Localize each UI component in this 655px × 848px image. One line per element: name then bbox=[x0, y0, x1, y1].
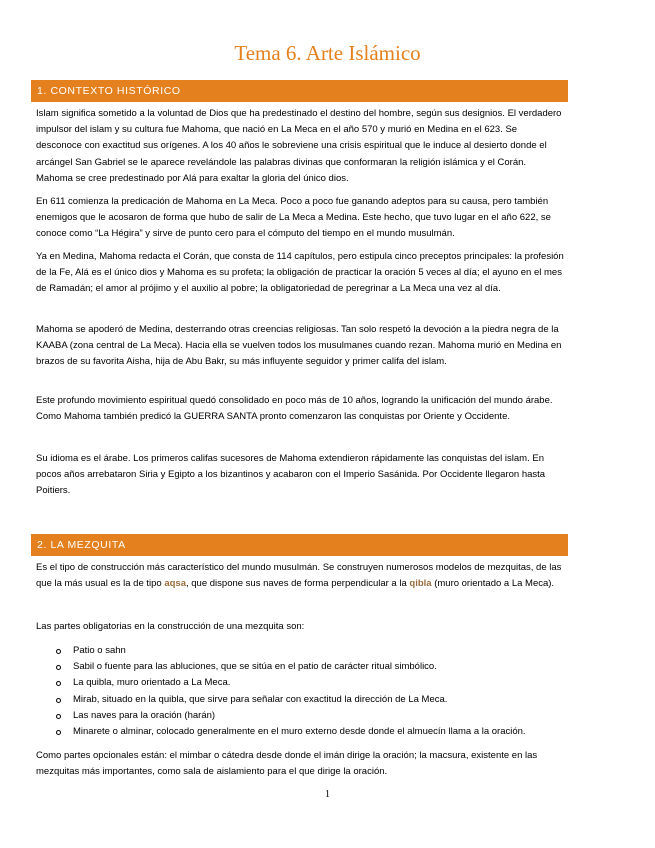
list-item: Las naves para la oración (harán) bbox=[36, 708, 564, 724]
paragraph-mezquita-intro bbox=[36, 560, 564, 592]
intro-text: (muro orientado a La Meca). bbox=[431, 578, 555, 590]
list-item: Sabil o fuente para las abluciones, que se sitúa en el patio de carácter ritual simbólico. bbox=[36, 659, 564, 675]
paragraph: Ya en Medina, Mahoma redacta el Corán, que consta de 114 capítulos, pero estipula cinco preceptos principales: la profesión de la Fe, Alá es el único dios y Mahoma es su profeta; la obligación de practicar la oración 5 veces al día; el ayuno en el mes de Ramadán; el amor al prójimo y el auxilio al pobre; la obligatoriedad de peregrinar a La Meca una vez al día. bbox=[36, 251, 564, 295]
paragraph: En 611 comienza la predicación de Mahoma en La Meca. Poco a poco fue ganando adeptos para su causa, pero también enemigos que le acosaron de forma que hubo de salir de La Meca a Medina. Este hecho, que tuvo lugar en el año 622, se conoce como “La Hégira” y sirve de punto cero para el cómputo del tiempo en el mundo musulmán. bbox=[36, 196, 551, 240]
intro-text: Es el tipo de construcción más característico del mundo musulmán. Se construyen numerosos modelos de mezquitas, de las que la más usual es la de tipo bbox=[36, 562, 562, 590]
page-title: Tema 6. Arte Islámico bbox=[234, 41, 421, 65]
parts-list bbox=[36, 643, 564, 740]
paragraph-parts-intro: Las partes obligatorias en la construcción de una mezquita son: bbox=[36, 621, 305, 632]
paragraph-optional: Como partes opcionales están: el mimbar o cátedra desde donde el imán dirige la oración; la macsura, existente en las mezquitas más importantes, como sala de aislamiento para el que dirige la oración. bbox=[36, 750, 538, 778]
paragraph: Islam significa sometido a la voluntad de Dios que ha predestinado el destino del hombre, según sus designios. El verdadero impulsor del islam y su cultura fue Mahoma, que nació en La Meca en el año 570 y murió en Medina en el 623. Se desconoce con exactitud sus orígenes. A los 40 años le sobreviene una crisis espiritual que le induce al desierto donde el arcángel San Gabriel se le aparece revelándole las palabras divinas que conformaran la religión islámica y el Corán. Mahoma se cree predestinado por Alá para exaltar la gloria del único dios. bbox=[36, 108, 562, 184]
term-aqsa: aqsa bbox=[164, 578, 186, 590]
list-item: Mirab, situado en la quibla, que sirve para señalar con exactitud la dirección de La Meca. bbox=[36, 692, 564, 708]
paragraph: Este profundo movimiento espiritual quedó consolidado en poco más de 10 años, logrando la unificación del mundo árabe. Como Mahoma también predicó la GUERRA SANTA pronto comenzaron las conquistas por Oriente y Occidente. bbox=[36, 395, 553, 423]
term-qibla: qibla bbox=[409, 578, 432, 590]
section-heading-contexto: 1. CONTEXTO HISTÓRICO bbox=[31, 80, 568, 102]
section-heading-mezquita: 2. LA MEZQUITA bbox=[31, 534, 568, 556]
paragraph: Su idioma es el árabe. Los primeros califas sucesores de Mahoma extendieron rápidamente las conquistas del islam. En pocos años arrebataron Siria y Egipto a los bizantinos y acabaron con el Imperio Sasánida. Por Occidente llegaron hasta Poitiers. bbox=[36, 453, 546, 497]
list-item: Patio o sahn bbox=[36, 643, 564, 659]
paragraph: Mahoma se apoderó de Medina, desterrando otras creencias religiosas. Tan solo respetó la devoción a la piedra negra de la KAABA (zona central de La Meca). Hacia ella se vuelven todos los musulmanes cuando rezan. Mahoma murió en Medina en brazos de su favorita Aisha, hija de Abu Bakr, su más influyente seguidor y primer califa del islam. bbox=[36, 324, 562, 368]
list-item: La quibla, muro orientado a La Meca. bbox=[36, 675, 564, 691]
intro-text: , que dispone sus naves de forma perpendicular a la bbox=[186, 578, 410, 590]
list-item: Minarete o alminar, colocado generalmente en el muro externo desde donde el almuecín llama a la oración. bbox=[36, 724, 564, 740]
page-number: 1 bbox=[325, 789, 330, 800]
